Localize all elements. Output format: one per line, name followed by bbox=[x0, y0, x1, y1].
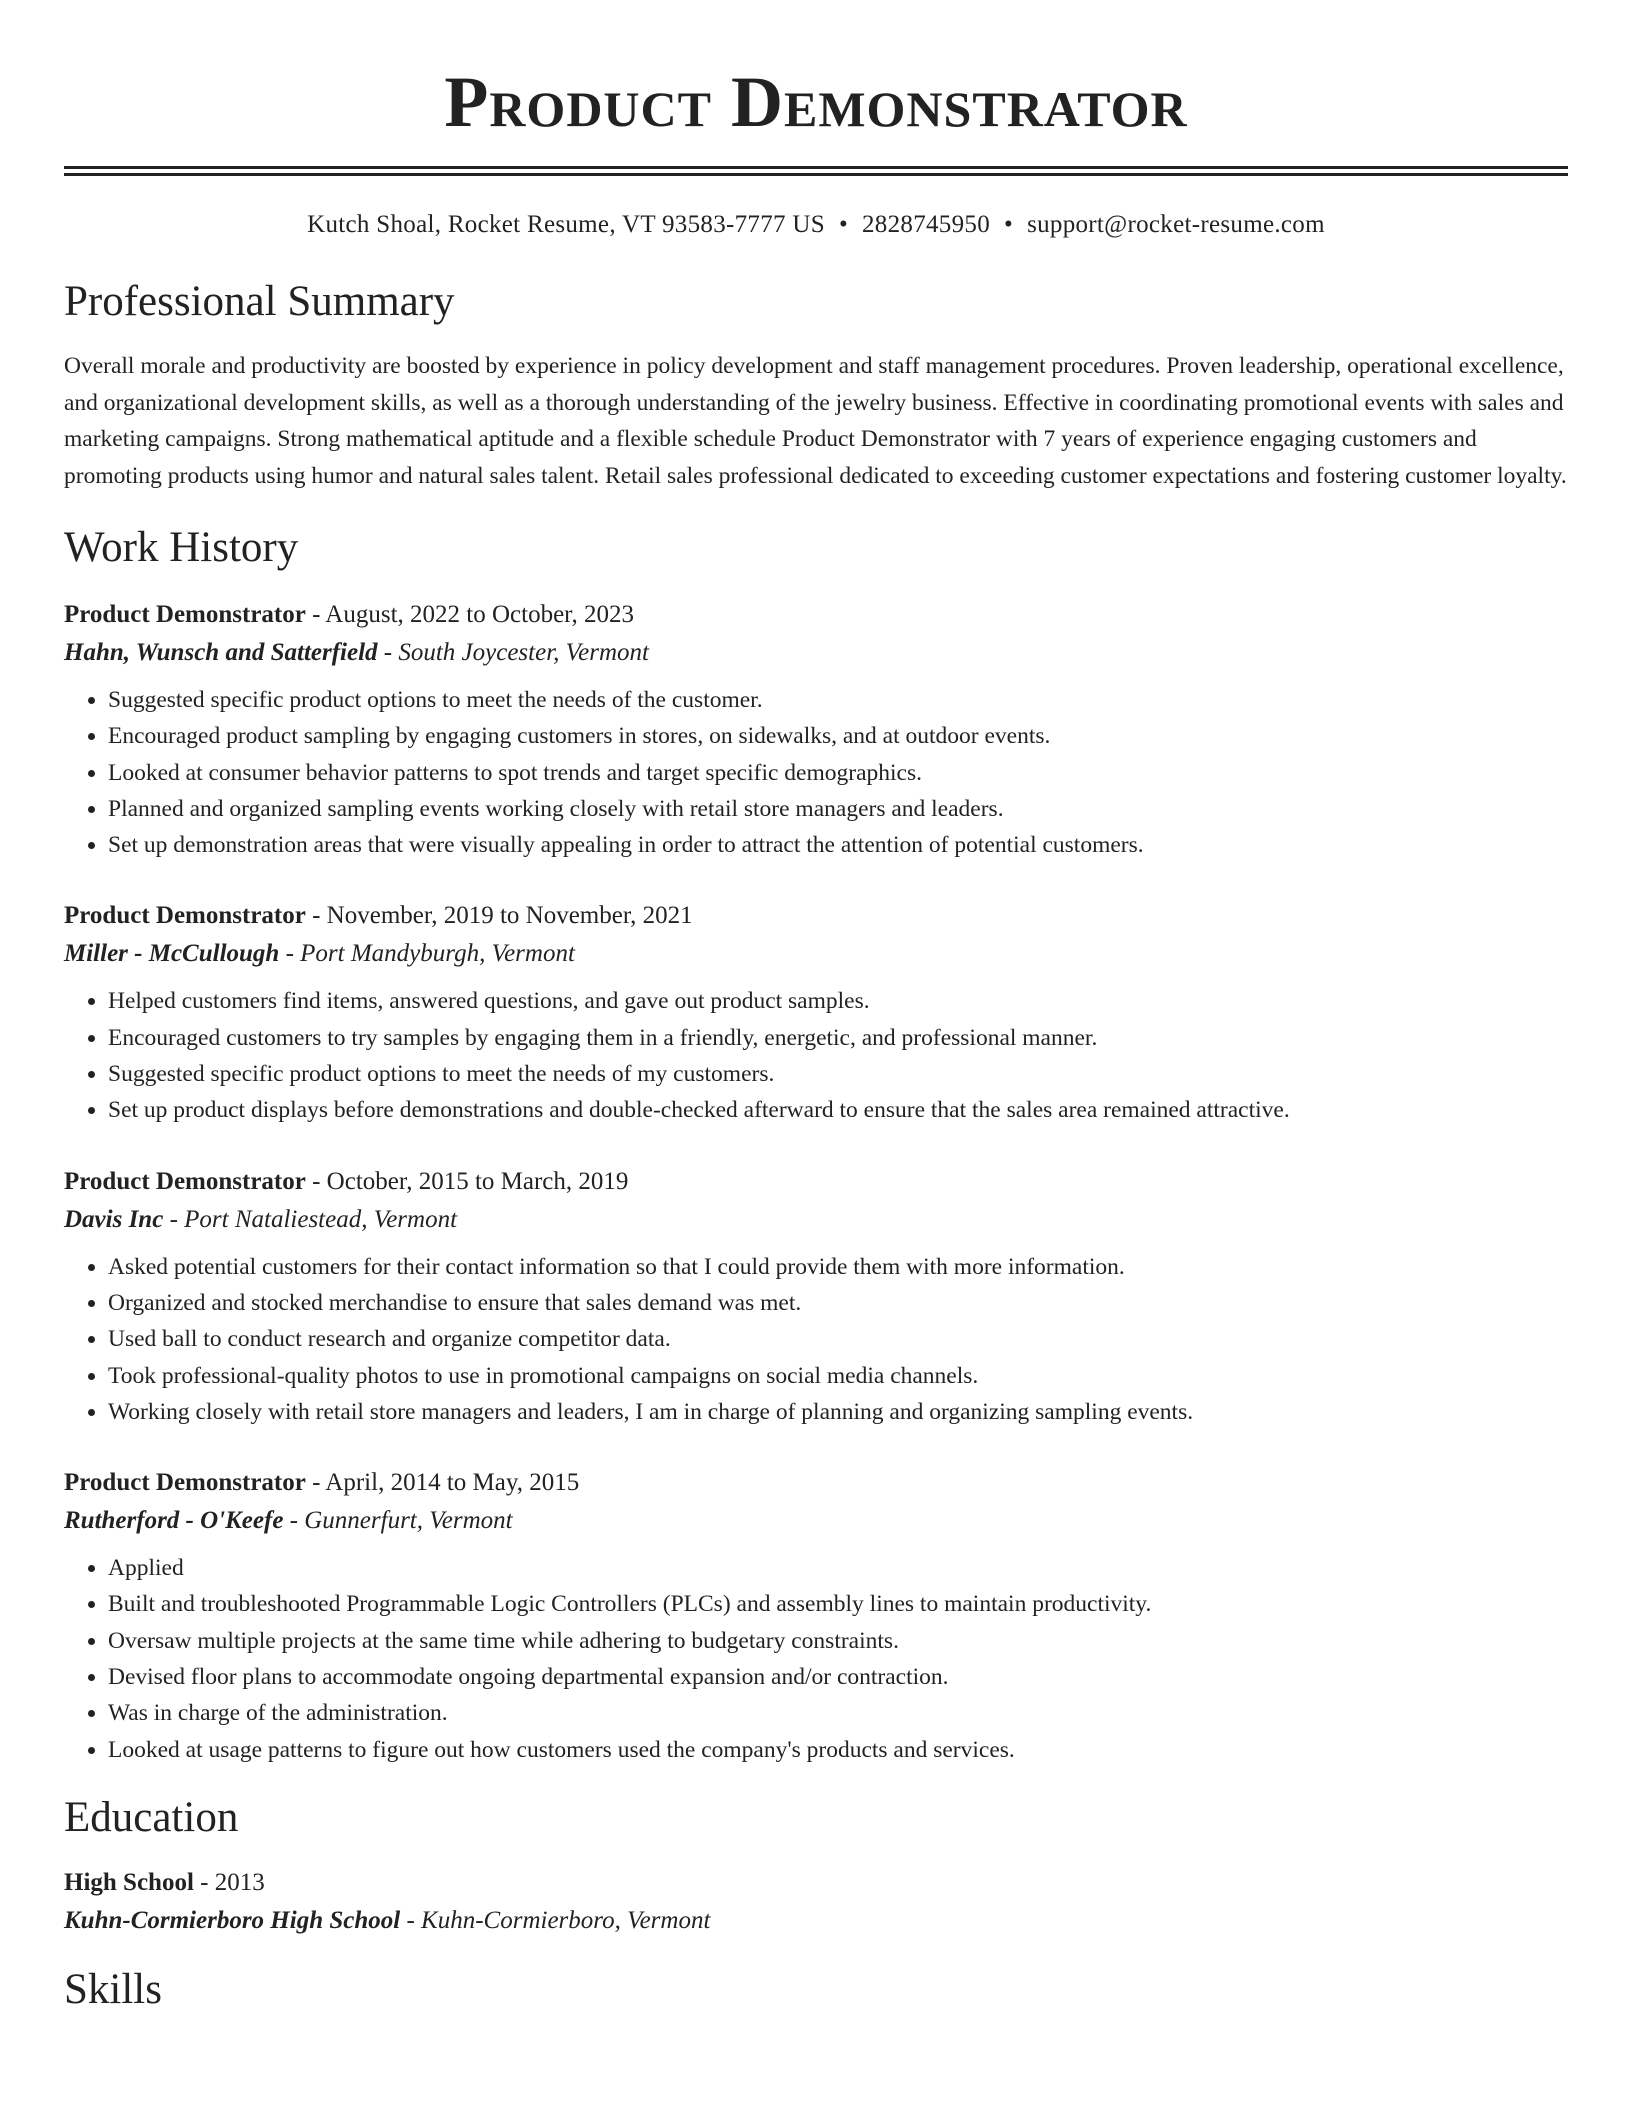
education-heading: Education bbox=[64, 1793, 239, 1841]
skills-heading: Skills bbox=[64, 1965, 162, 2013]
job-title-line bbox=[64, 1163, 1568, 1201]
contact-line bbox=[64, 208, 1568, 242]
education-entry bbox=[64, 1864, 1568, 1940]
list-item: • Encouraged product sampling by engaging customers in stores, on sidewalks, and at outdoor events. bbox=[108, 718, 1568, 754]
contact-separator: • bbox=[1004, 211, 1014, 238]
list-item: • Set up product displays before demonstrations and double-checked afterward to ensure that the sales area remained attractive. bbox=[108, 1092, 1568, 1128]
summary-text: Overall morale and productivity are boosted by experience in policy development and staff management procedures. Proven leadership, operational excellence, and organizational development skills, as well as a thorough understanding of the jewelry business. Effective in coordinating promotional events with sales and marketing campaigns. Strong mathematical aptitude and a flexible schedule Product Demonstrator with 7 years of experience engaging customers and promoting products using humor and natural sales talent. Retail sales professional dedicated to exceeding customer expectations and fostering customer loyalty. bbox=[64, 353, 1567, 489]
employer-line bbox=[64, 634, 1568, 672]
list-item: • Planned and organized sampling events working closely with retail store managers and leaders. bbox=[108, 791, 1568, 827]
graduation-year: - 2013 bbox=[193, 1868, 265, 1896]
job-title: Product Demonstrator bbox=[64, 1167, 306, 1195]
job-entry bbox=[64, 1163, 1568, 1430]
list-item: • Suggested specific product options to meet the needs of my customers. bbox=[108, 1056, 1568, 1092]
list-item: • Took professional-quality photos to use in promotional campaigns on social media channels. bbox=[108, 1358, 1568, 1394]
list-item: • Asked potential customers for their contact information so that I could provide them with more information. bbox=[108, 1249, 1568, 1285]
list-item: • Looked at usage patterns to figure out how customers used the company's products and services. bbox=[108, 1732, 1568, 1768]
contact-email: support@rocket-resume.com bbox=[1027, 211, 1325, 238]
job-dates: - November, 2019 to November, 2021 bbox=[305, 902, 693, 930]
contact-phone: 2828745950 bbox=[862, 211, 990, 238]
job-entry bbox=[64, 897, 1568, 1128]
job-title: Product Demonstrator bbox=[64, 902, 306, 930]
contact-separator: • bbox=[838, 211, 848, 238]
job-entry bbox=[64, 1464, 1568, 1768]
school-name: Kuhn-Cormierboro High School bbox=[64, 1906, 401, 1934]
employer-name: Rutherford - O'Keefe bbox=[64, 1507, 284, 1535]
employer-location: - Gunnerfurt, Vermont bbox=[283, 1507, 513, 1535]
employer-line bbox=[64, 935, 1568, 973]
job-dates: - August, 2022 to October, 2023 bbox=[305, 601, 634, 628]
job-title-line bbox=[64, 596, 1568, 634]
contact-address: Kutch Shoal, Rocket Resume, VT 93583-7777 US bbox=[307, 211, 825, 238]
job-title-line bbox=[64, 1464, 1568, 1502]
list-item: • Organized and stocked merchandise to ensure that sales demand was met. bbox=[108, 1285, 1568, 1321]
degree-name: High School bbox=[64, 1868, 194, 1896]
employer-location: - Port Nataliestead, Vermont bbox=[163, 1205, 458, 1233]
job-bullets bbox=[64, 983, 1568, 1128]
school-location: - Kuhn-Cormierboro, Vermont bbox=[400, 1906, 711, 1934]
employer-location: - Port Mandyburgh, Vermont bbox=[279, 940, 575, 968]
employer-line bbox=[64, 1502, 1568, 1540]
job-title: Product Demonstrator bbox=[64, 1469, 306, 1497]
job-dates: - April, 2014 to May, 2015 bbox=[305, 1469, 580, 1497]
job-bullets bbox=[64, 1249, 1568, 1430]
job-entry bbox=[64, 596, 1568, 863]
list-item: • Used ball to conduct research and organize competitor data. bbox=[108, 1321, 1568, 1357]
list-item: • Working closely with retail store managers and leaders, I am in charge of planning and organizing sampling events. bbox=[108, 1394, 1568, 1430]
job-dates: - October, 2015 to March, 2019 bbox=[305, 1167, 629, 1195]
employer-location: - South Joycester, Vermont bbox=[377, 639, 649, 666]
work-history-heading: Work History bbox=[64, 524, 299, 571]
title-divider bbox=[64, 166, 1568, 176]
employer-name: Davis Inc bbox=[64, 1205, 164, 1233]
job-bullets bbox=[64, 682, 1568, 863]
list-item: • Suggested specific product options to meet the needs of the customer. bbox=[108, 682, 1568, 718]
employer-line bbox=[64, 1201, 1568, 1239]
list-item: • Applied bbox=[108, 1550, 1568, 1586]
employer-name: Miller - McCullough bbox=[64, 940, 280, 968]
employer-name: Hahn, Wunsch and Satterfield bbox=[64, 639, 378, 666]
job-title: Product Demonstrator bbox=[64, 601, 306, 628]
list-item: • Encouraged customers to try samples by engaging them in a friendly, energetic, and professional manner. bbox=[108, 1020, 1568, 1056]
list-item: • Oversaw multiple projects at the same time while adhering to budgetary constraints. bbox=[108, 1623, 1568, 1659]
school-line bbox=[64, 1902, 1568, 1940]
list-item: • Helped customers find items, answered questions, and gave out product samples. bbox=[108, 983, 1568, 1019]
list-item: • Built and troubleshooted Programmable Logic Controllers (PLCs) and assembly lines to maintain productivity. bbox=[108, 1586, 1568, 1622]
list-item: • Devised floor plans to accommodate ongoing departmental expansion and/or contraction. bbox=[108, 1659, 1568, 1695]
page-title: Product Demonstrator bbox=[444, 62, 1188, 142]
job-bullets bbox=[64, 1550, 1568, 1768]
list-item: • Set up demonstration areas that were visually appealing in order to attract the attention of potential customers. bbox=[108, 827, 1568, 863]
job-title-line bbox=[64, 897, 1568, 935]
summary-heading: Professional Summary bbox=[64, 278, 455, 325]
list-item: • Looked at consumer behavior patterns to spot trends and target specific demographics. bbox=[108, 755, 1568, 791]
degree-line bbox=[64, 1864, 1568, 1902]
list-item: • Was in charge of the administration. bbox=[108, 1695, 1568, 1731]
